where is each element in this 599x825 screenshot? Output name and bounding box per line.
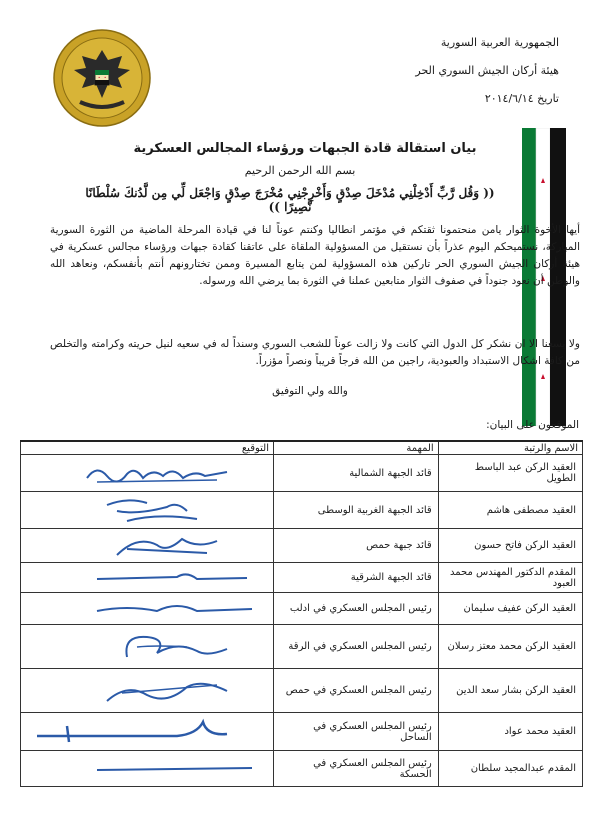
table-row — [21, 529, 583, 563]
header-date: تاريخ ٢٠١٤/٦/١٤ — [484, 92, 559, 105]
signer-name: المقدم عبدالمجيد سلطان — [438, 751, 582, 787]
col-header-task: المهمة — [274, 441, 439, 455]
table-row — [21, 563, 583, 593]
signer-name: العقيد الركن عفيف سليمان — [438, 593, 582, 625]
signer-name: العقيد مصطفى هاشم — [438, 492, 582, 529]
signature-image — [21, 492, 274, 529]
col-header-signature: التوقيع — [21, 441, 274, 455]
header-body: هيئة أركان الجيش السوري الحر — [415, 64, 559, 77]
signature-image — [21, 713, 274, 751]
table-row — [21, 593, 583, 625]
header-country: الجمهورية العربية السورية — [440, 36, 559, 49]
signer-task: رئيس المجلس العسكري في الحسكة — [274, 751, 439, 787]
signature-image — [21, 563, 274, 593]
table-row — [21, 713, 583, 751]
statement-title: بيان استقالة قادة الجبهات ورؤساء المجالس العسكرية — [133, 141, 477, 156]
signers-label: الموقعون على البيان: — [486, 419, 579, 431]
signature-image — [21, 625, 274, 669]
table-row — [21, 492, 583, 529]
signer-task: رئيس المجلس العسكري في ادلب — [274, 593, 439, 625]
signer-name: العقيد الركن عبد الباسط الطويل — [438, 455, 582, 492]
signer-name: المقدم الدكتور المهندس محمد العبود — [438, 563, 582, 593]
table-row — [21, 625, 583, 669]
closing-line: والله ولي التوفيق — [272, 385, 348, 397]
table-row — [21, 455, 583, 492]
signature-image — [21, 593, 274, 625]
signer-task: قائد جبهة حمص — [274, 529, 439, 563]
signer-task: رئيس المجلس العسكري في الرقة — [274, 625, 439, 669]
table-header-row — [21, 441, 583, 455]
emblem-seal — [52, 28, 152, 128]
quran-verse: (( وَقُل رَّبِّ أَدْخِلْنِي مُدْخَلَ صِدْقٍ وَأَخْرِجْنِي مُخْرَجَ صِدْقٍ وَاجْعَل لِّي مِن لَّدُنكَ سُلْطَانًا نَّصِيرًا )) — [85, 186, 495, 214]
paragraph-1: أيها الأخوة الثوار يامن منحتمونا ثقتكم في مؤتمر انطاليا وكنتم عوناً لنا في قيادة المرحلة الماضية من الثورة السورية المباركة، نستميحكم اليوم عذراً بأن نستقيل من المسؤولية الملقاة على عاتقنا كقادة جبهات ورؤساء مجالس عسكرية في هيئة أركان الجيش السوري الحر تاركين هذه المسؤولية لمن يتابع المسيرة وممن تختارونهم أنتم بأنفسكم، ونعاهد الله والوطن أن نعود جنوداً في صفوف الثوار متابعين عملنا في الثورة بما يرضي الله ورسوله. — [50, 224, 580, 287]
paragraph-2: ولا يسعنا الا ان نشكر كل الدول التي كانت ولا زالت عوناً للشعب السوري وسنداً له في سعيه لنيل حريته وكرامته والتخلص من كافة اشكال الاستبداد والعبودية، راجين من الله فرجاً قريباً ونصراً مؤزراً. — [50, 338, 580, 367]
signature-image — [21, 751, 274, 787]
signer-name: العقيد الركن بشار سعد الدين — [438, 669, 582, 713]
signer-name: العقيد الركن محمد معتز رسلان — [438, 625, 582, 669]
signer-task: قائد الجبهة الشمالية — [274, 455, 439, 492]
signer-task: رئيس المجلس العسكري في الساحل — [274, 713, 439, 751]
table-row — [21, 751, 583, 787]
table-row — [21, 669, 583, 713]
signer-name: العقيد الركن فاتح حسون — [438, 529, 582, 563]
col-header-name: الاسم والرتبة — [438, 441, 582, 455]
signature-image — [21, 669, 274, 713]
signatories-table — [20, 440, 583, 787]
signature-image — [21, 455, 274, 492]
signer-task: رئيس المجلس العسكري في حمص — [274, 669, 439, 713]
signer-task: قائد الجبهة الشرقية — [274, 563, 439, 593]
signature-image — [21, 529, 274, 563]
signer-task: قائد الجبهة الغربية الوسطى — [274, 492, 439, 529]
basmala: بسم الله الرحمن الرحيم — [244, 164, 356, 177]
signer-name: العقيد محمد عواد — [438, 713, 582, 751]
